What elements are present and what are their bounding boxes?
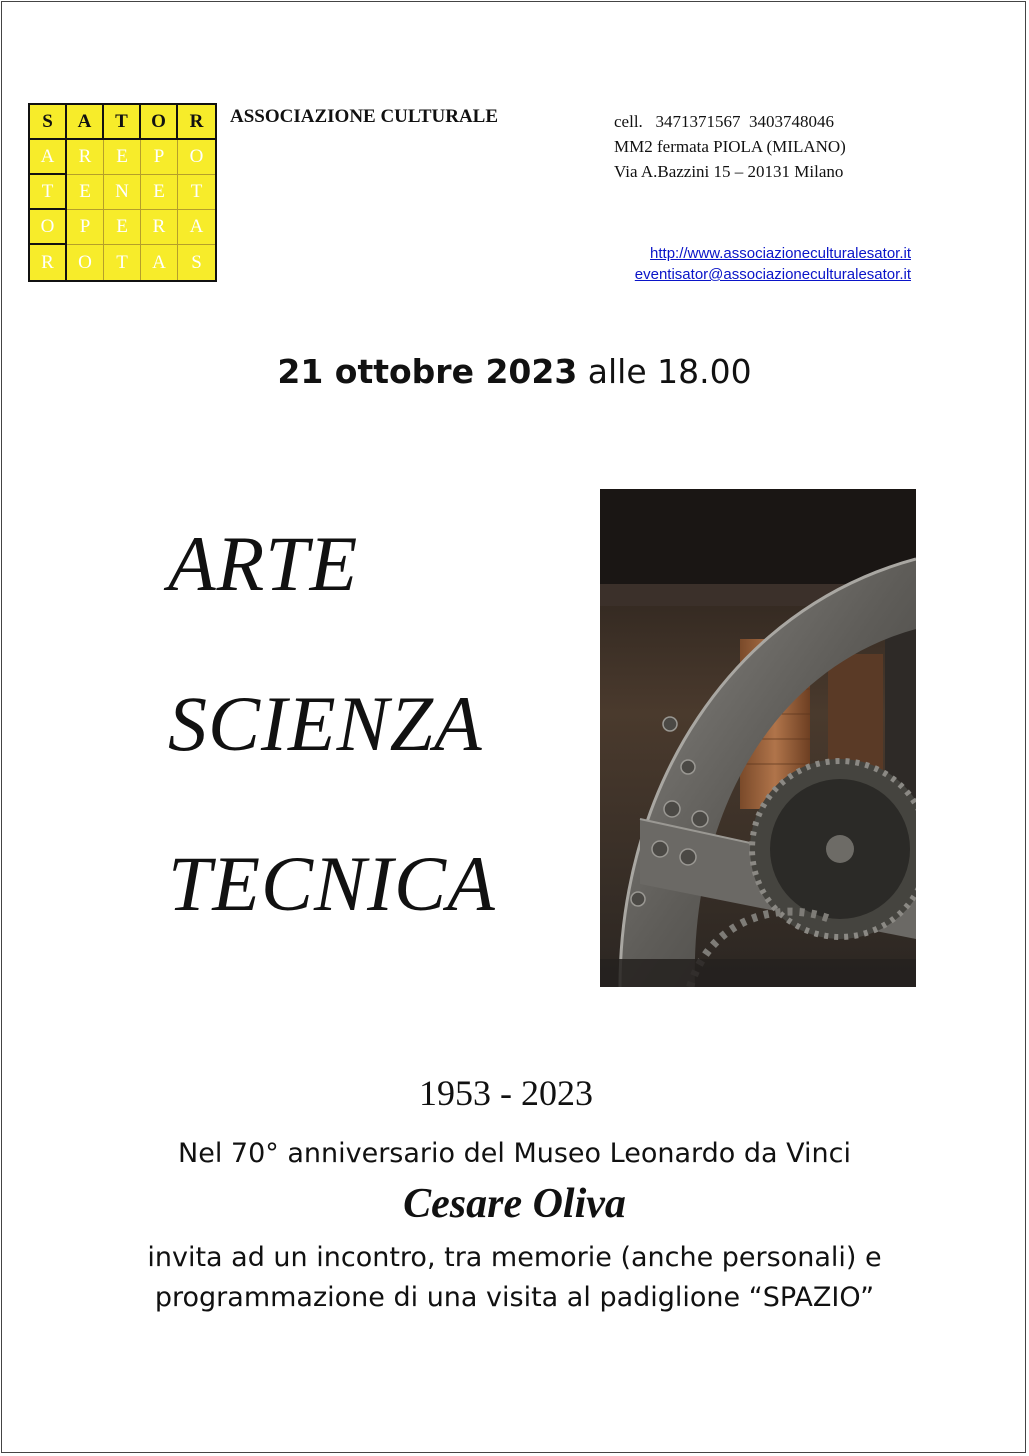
contact-phone: cell. 3471371567 3403748046 bbox=[614, 112, 835, 131]
title-arte: ARTE bbox=[168, 520, 359, 607]
sator-cell: R bbox=[67, 140, 104, 175]
sator-cell: T bbox=[30, 175, 67, 210]
sator-cell: O bbox=[67, 245, 104, 280]
sator-cell: E bbox=[141, 175, 178, 210]
sator-cell: T bbox=[178, 175, 215, 210]
speaker-name: Cesare Oliva bbox=[403, 1181, 626, 1227]
invite-text bbox=[0, 1238, 1029, 1318]
sator-cell: E bbox=[67, 175, 104, 210]
sator-cell: R bbox=[30, 245, 67, 280]
sator-cell: E bbox=[104, 210, 141, 245]
sator-cell: A bbox=[30, 140, 67, 175]
invite-line-1: invita ad un incontro, tra memorie (anche personali) e bbox=[147, 1242, 882, 1273]
sator-cell: P bbox=[67, 210, 104, 245]
website-link[interactable]: http://www.associazioneculturalesator.it bbox=[650, 245, 911, 262]
anniversary-line: Nel 70° anniversario del Museo Leonardo da Vinci bbox=[178, 1138, 851, 1169]
sator-cell: P bbox=[141, 140, 178, 175]
invite-line-2: programmazione di una visita al padiglione “SPAZIO” bbox=[154, 1282, 875, 1313]
sator-cell: T bbox=[104, 245, 141, 280]
email-link[interactable]: eventisator@associazioneculturalesator.it bbox=[634, 266, 911, 283]
association-name: ASSOCIAZIONE CULTURALE bbox=[230, 106, 499, 127]
contact-metro: MM2 fermata PIOLA (MILANO) bbox=[614, 137, 846, 156]
sator-cell: S bbox=[30, 105, 67, 140]
sator-cell: O bbox=[141, 105, 178, 140]
sator-logo bbox=[28, 103, 217, 282]
sator-cell: S bbox=[191, 251, 202, 273]
gear-wheel-photo bbox=[600, 489, 916, 987]
event-date-time: alle 18.00 bbox=[577, 352, 752, 391]
sator-cell: O bbox=[30, 210, 67, 245]
sator-cell: R bbox=[178, 105, 215, 140]
sator-cell: N bbox=[104, 175, 141, 210]
sator-cell: E bbox=[104, 140, 141, 175]
links-block bbox=[540, 243, 911, 285]
sator-cell: T bbox=[104, 105, 141, 140]
event-date bbox=[0, 352, 1029, 391]
sator-cell: O bbox=[178, 140, 215, 175]
contact-address: Via A.Bazzini 15 – 20131 Milano bbox=[614, 162, 844, 181]
title-scienza: SCIENZA bbox=[168, 680, 483, 767]
sator-cell: R bbox=[141, 210, 178, 245]
sator-cell: A bbox=[141, 245, 178, 280]
sator-cell: A bbox=[178, 210, 215, 245]
years-range: 1953 - 2023 bbox=[419, 1073, 593, 1113]
event-date-day: 21 ottobre 2023 bbox=[277, 352, 578, 391]
title-tecnica: TECNICA bbox=[168, 840, 496, 927]
contact-block bbox=[614, 109, 846, 184]
sator-cell: A bbox=[67, 105, 104, 140]
